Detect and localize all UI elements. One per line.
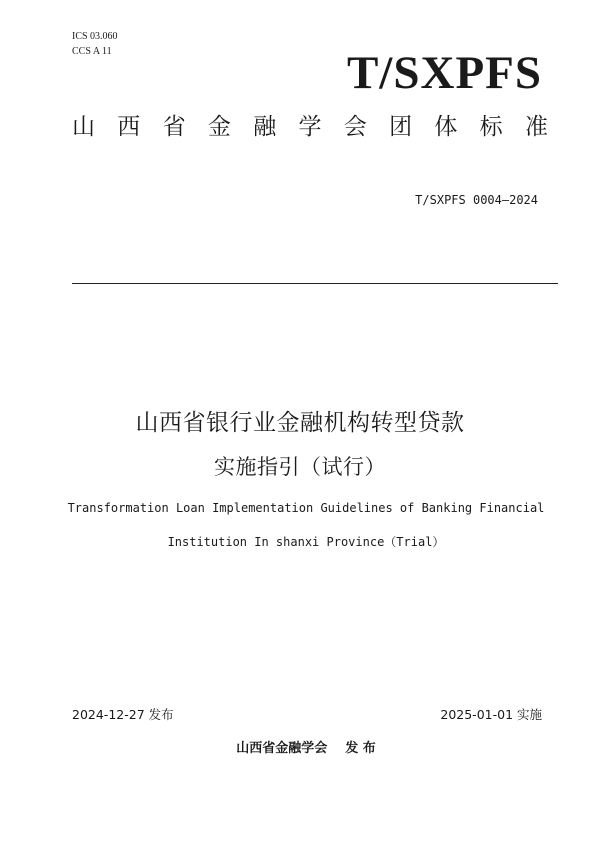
ccs-code: CCS A 11 [72, 46, 112, 57]
heading-char: 融 [253, 114, 277, 140]
standard-brand-logo: T/SXPFS [346, 47, 542, 99]
heading-char: 标 [479, 114, 503, 140]
heading-char: 体 [434, 114, 458, 140]
heading-char: 学 [298, 114, 322, 140]
heading-char: 西 [117, 114, 141, 140]
header-divider [72, 283, 558, 284]
heading-char: 准 [524, 114, 548, 140]
heading-char: 金 [207, 114, 231, 140]
title-english-line-2: Institution In shanxi Province（Trial） [167, 535, 445, 549]
title-chinese-line-1: 山西省银行业金融机构转型贷款 [135, 410, 465, 436]
standard-number: T/SXPFS 0004—2024 [415, 193, 538, 207]
heading-char: 团 [389, 114, 413, 140]
publisher-name: 山西省金融学会 [236, 741, 328, 756]
heading-char: 省 [162, 114, 186, 140]
issue-date: 2024-12-27 发布 [72, 707, 174, 722]
implementation-date: 2025-01-01 实施 [440, 707, 542, 722]
heading-char: 山 [72, 114, 95, 140]
heading-char: 会 [343, 114, 367, 140]
organization-standard-heading [72, 116, 548, 139]
title-chinese-line-2: 实施指引（试行） [214, 455, 386, 479]
title-english-line-1: Transformation Loan Implementation Guidelines of Banking Financial [67, 501, 545, 515]
ics-code: ICS 03.060 [72, 31, 118, 42]
publisher-action: 发 布 [345, 741, 376, 756]
publisher-line [0, 737, 600, 756]
